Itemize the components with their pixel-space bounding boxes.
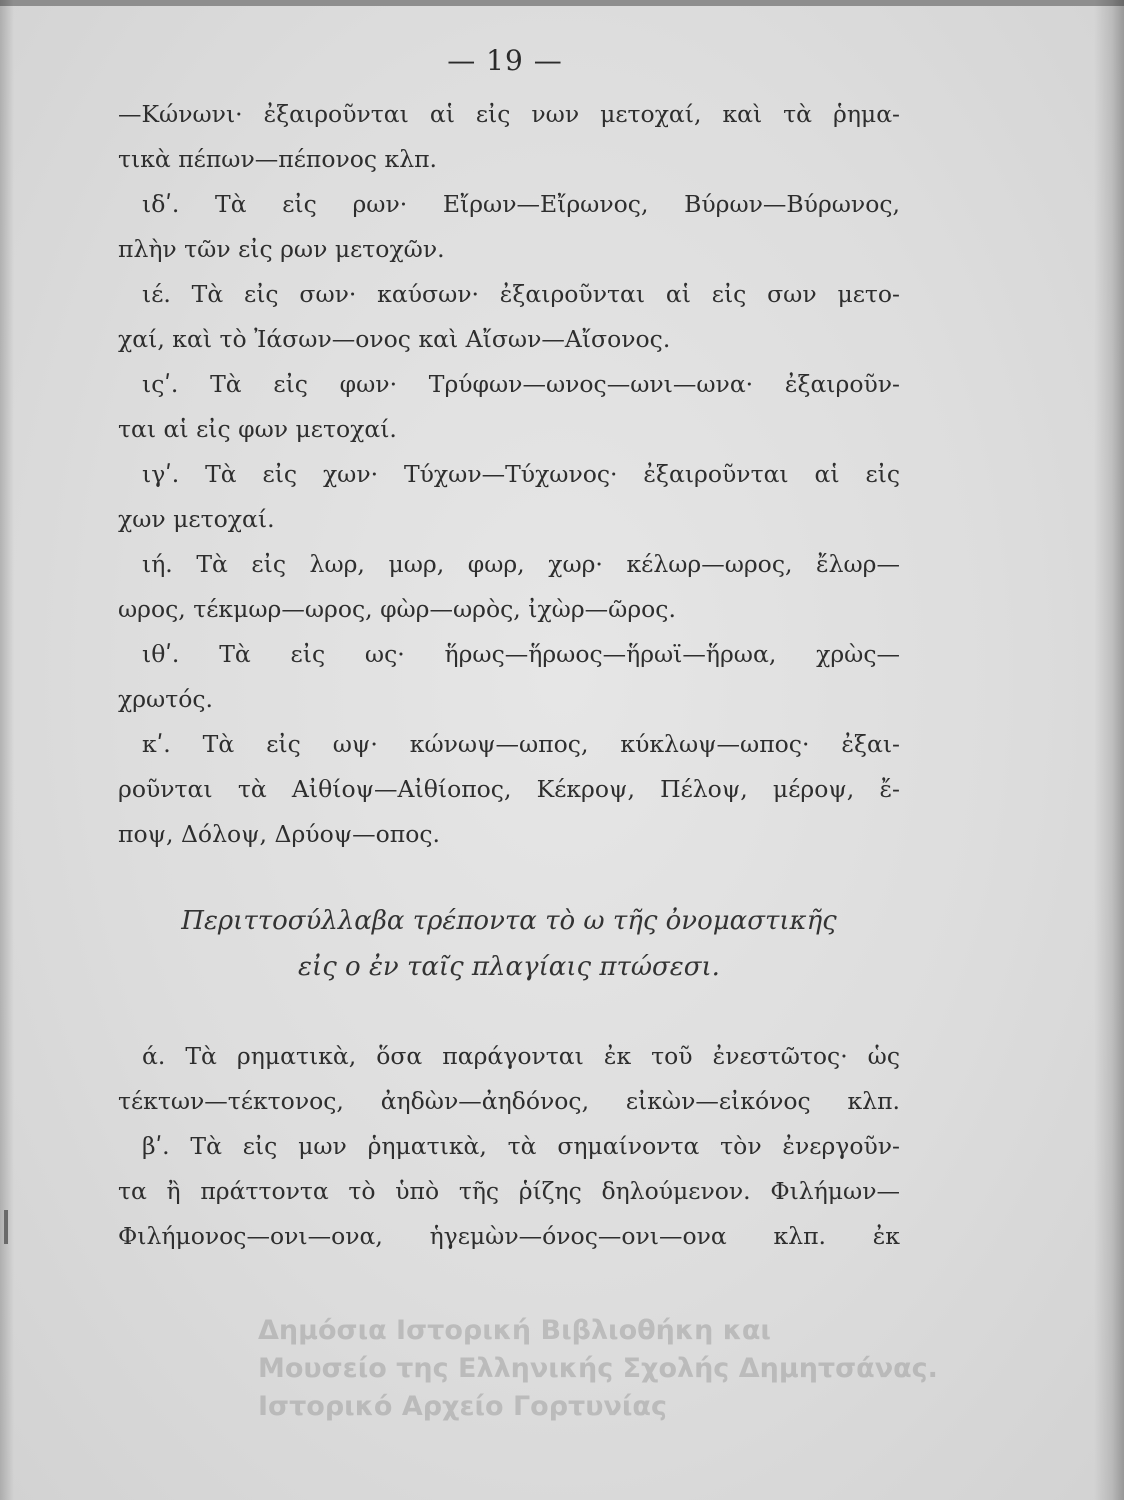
watermark-line: Ιστορικό Αρχείο Γορτυνίας [258,1391,667,1422]
watermark-line: Μουσείο της Ελληνικής Σχολής Δημητσάνας. [258,1353,938,1384]
paragraph [118,182,900,272]
text-line: ιςʹ. Τὰ εἰς φων· Τρύφων—ωνος—ωνι—ωνα· ἐξαιροῦν- [142,370,900,398]
text-line: ά. Τὰ ρηματικὰ, ὅσα παράγονται ἐκ τοῦ ἐνεστῶτος· ὡς [142,1042,900,1070]
text-line: χαί, καὶ τὸ Ἰάσων—ονος καὶ Αἴσων—Αἴσονος. [118,325,671,353]
text-line: ωρος, τέκμωρ—ωρος, φὼρ—ωρὸς, ἰχὼρ—ῶρος. [118,595,676,623]
page-left-edge [0,0,14,1500]
text-line: χρωτός. [118,685,213,713]
paragraph [118,632,900,722]
binding-mark [4,1210,8,1244]
text-line: ιέ. Τὰ εἰς σων· καύσων· ἐξαιροῦνται αἱ εἰς σων μετο- [142,280,900,308]
text-line: ποψ, Δόλοψ, Δρύοψ—οπος. [118,820,441,848]
paragraph [118,1034,900,1124]
text-line: πλὴν τῶν εἰς ρων μετοχῶν. [118,235,445,263]
page-right-shadow [1094,0,1124,1500]
text-line: τέκτων—τέκτονος, ἀηδὼν—ἀηδόνος, εἰκὼν—εἰκόνος κλπ. [118,1087,900,1115]
text-line: —Κώνωνι· ἐξαιροῦνται αἱ εἰς νων μετοχαί, καὶ τὰ ῥημα- [118,100,900,128]
paragraph [118,362,900,452]
text-line: τικὰ πέπων—πέπονος κλπ. [118,145,438,173]
text-line: βʹ. Τὰ εἰς μων ῥηματικὰ, τὰ σημαίνοντα τὸν ἐνεργοῦν- [142,1132,900,1160]
heading-line: Περιττοσύλλαβα τρέποντα τὸ ω τῆς ὀνομαστικῆς [181,906,837,936]
paragraph [118,1124,900,1259]
paragraph [118,542,900,632]
text-line: ιδʹ. Τὰ εἰς ρων· Εἴρων—Εἴρωνος, Βύρων—Βύρωνος, [142,190,900,218]
text-line: ιγʹ. Τὰ εἰς χων· Τύχων—Τύχωνος· ἐξαιροῦνται αἱ εἰς [142,460,900,488]
text-line: χων μετοχαί. [118,505,275,533]
paragraph [118,272,900,362]
watermark-line: Δημόσια Ιστορική Βιβλιοθήκη και [258,1315,771,1346]
heading-line: εἰς ο ἐν ταῖς πλαγίαις πτώσεσι. [298,952,720,982]
library-watermark [258,1312,1098,1426]
body-text-top [118,92,900,857]
text-line: ιή. Τὰ εἰς λωρ, μωρ, φωρ, χωρ· κέλωρ—ωρος, ἔλωρ— [142,550,900,578]
text-line: τα ἢ πράττοντα τὸ ὑπὸ τῆς ῥίζης δηλούμενον. Φιλήμων— [118,1177,900,1205]
text-line: Φιλήμονος—ονι—ονα, ἡγεμὼν—όνος—ονι—ονα κλπ. ἐκ [118,1222,900,1250]
paragraph [118,452,900,542]
text-line: κʹ. Τὰ εἰς ωψ· κώνωψ—ωπος, κύκλωψ—ωπος· ἐξαι- [142,730,900,758]
text-line: ται αἱ εἰς φων μετοχαί. [118,415,397,443]
page-top-edge [0,0,1124,6]
body-text-bottom [118,1034,900,1259]
paragraph [118,92,900,182]
section-heading [118,898,900,990]
text-line: ιθʹ. Τὰ εἰς ως· ἥρως—ἥρωος—ἥρωϊ—ἥρωα, χρὼς— [142,640,900,668]
text-line: ροῦνται τὰ Αἰθίοψ—Αἰθίοπος, Κέκροψ, Πέλοψ, μέροψ, ἔ- [118,775,900,803]
page-number: — 19 — [447,44,563,77]
paragraph [118,722,900,857]
